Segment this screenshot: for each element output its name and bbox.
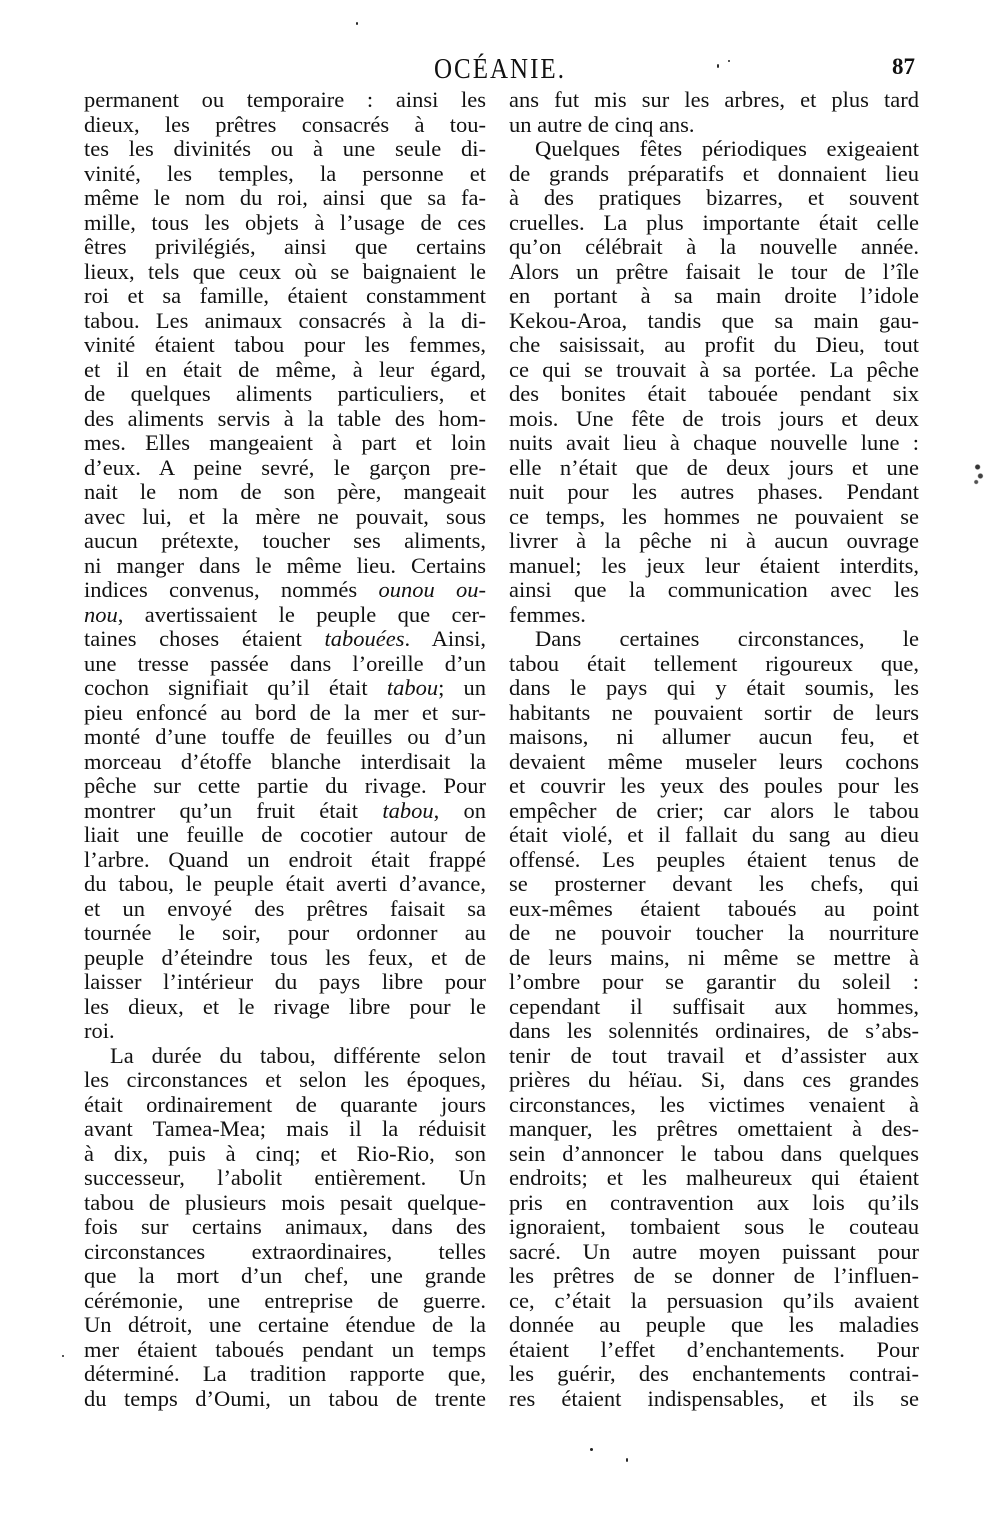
- line-text: avec lui, et la mère ne pouvait, sous: [84, 503, 486, 529]
- line-text: Quelques fêtes périodiques exigeaient: [535, 136, 919, 161]
- line-text: des aliments servis à la table des hom-: [84, 405, 486, 431]
- text-line: [509, 578, 919, 603]
- line-text: tabou. Les animaux consacrés à la di-: [84, 307, 486, 333]
- text-line: [84, 382, 486, 407]
- line-text: aucun prétexte, toucher ses aliments,: [84, 528, 486, 553]
- text-line: [84, 1191, 486, 1216]
- line-text: dans le pays qui y était soumis, les: [509, 675, 919, 700]
- text-line: [84, 603, 486, 628]
- line-text: nait le nom de son père, mangeait: [84, 479, 486, 504]
- line-text: de grands préparatifs et donnaient lieu: [509, 160, 919, 186]
- line-text: prières du héïau. Si, dans ces grandes: [509, 1067, 919, 1092]
- line-text: déterminé. La tradition rapporte que,: [84, 1361, 486, 1386]
- text-line: [509, 333, 919, 358]
- text-line: [84, 1093, 486, 1118]
- line-text: même le nom du roi, ainsi que sa fa-: [84, 185, 486, 210]
- scan-speck: [728, 60, 730, 62]
- line-text: sein d’annoncer le tabou dans quelques: [509, 1140, 919, 1166]
- text-line: [84, 88, 486, 113]
- line-text: tes les divinités ou à une seule di-: [84, 136, 486, 161]
- line-text: habitants ne pouvaient sortir de leurs: [509, 699, 919, 725]
- text-line: [84, 113, 486, 138]
- line-text: Alors un prêtre faisait le tour de l’île: [509, 258, 919, 284]
- text-line: [84, 137, 486, 162]
- text-line: [509, 652, 919, 677]
- line-text: Un détroit, une certaine étendue de la: [84, 1312, 486, 1337]
- text-line: [509, 1289, 919, 1314]
- text-line: [84, 872, 486, 897]
- line-text: nuit pour les autres phases. Pendant: [509, 479, 919, 504]
- line-text: du temps d’Oumi, un tabou de trente: [84, 1385, 486, 1411]
- line-text: liait une feuille de cocotier autour de: [84, 822, 486, 847]
- line-text: donnée au peuple que les maladies: [509, 1312, 919, 1337]
- line-text: cochon signifiait qu’il était: [84, 675, 387, 700]
- text-line: [509, 1240, 919, 1265]
- line-text: ni manger dans le même lieu. Certains: [84, 552, 486, 578]
- text-line: [509, 186, 919, 211]
- line-text: endroits; et les malheureux qui étaient: [509, 1165, 919, 1190]
- text-line: [509, 725, 919, 750]
- line-text: res étaient indispensables, et ils se: [509, 1385, 919, 1411]
- text-line: [509, 162, 919, 187]
- line-text: manuel; les jeux leur étaient interdits,: [509, 552, 919, 578]
- line-text: nuits avait lieu à chaque nouvelle lune :: [509, 430, 919, 455]
- text-line: [509, 1362, 919, 1387]
- text-line: [509, 603, 919, 628]
- italic-term: tabouées: [324, 626, 405, 651]
- line-text: mille, tous les objets à l’usage de ces: [84, 209, 486, 235]
- text-line: [84, 480, 486, 505]
- text-line: [84, 1068, 486, 1093]
- line-text: et il en était de même, à leur égard,: [84, 356, 486, 382]
- text-line: [509, 848, 919, 873]
- text-line: [84, 970, 486, 995]
- line-text: Kekou-Aroa, tandis que sa main gau-: [509, 307, 919, 333]
- text-line: [84, 1166, 486, 1191]
- line-text: cérémonie, une entreprise de guerre.: [84, 1287, 486, 1313]
- text-line: [509, 1191, 919, 1216]
- text-line: [509, 1068, 919, 1093]
- text-line: [84, 1362, 486, 1387]
- line-text: étaient l’effet d’enchantements. Pour: [509, 1336, 919, 1362]
- line-text: les guérir, des enchantements contrai-: [509, 1361, 919, 1386]
- text-line: [509, 799, 919, 824]
- line-text: montrer qu’un fruit était: [84, 797, 383, 823]
- line-text: à dix, puis à cinq; et Rio-Rio, son: [84, 1140, 486, 1166]
- text-line: [509, 946, 919, 971]
- line-text: d’eux. A peine sevré, le garçon pre-: [84, 454, 486, 480]
- line-text: tabou était tellement rigoureux que,: [509, 650, 919, 676]
- line-text: tournée le soir, pour ordonner au: [84, 920, 486, 945]
- text-line: [84, 1240, 486, 1265]
- line-text: que la mort d’un chef, une grande: [84, 1263, 486, 1288]
- text-line: [84, 1117, 486, 1142]
- text-line: [509, 676, 919, 701]
- line-text: l’ombre pour se garantir du soleil :: [509, 969, 919, 994]
- text-line: [509, 529, 919, 554]
- text-line: [84, 358, 486, 383]
- line-text: pêche sur cette partie du rivage. Pour: [84, 773, 486, 798]
- line-text: était ordinairement de quarante jours: [84, 1091, 486, 1117]
- text-line: [509, 970, 919, 995]
- text-line: [84, 309, 486, 334]
- text-line: [509, 88, 919, 113]
- text-line: [509, 1215, 919, 1240]
- line-text: ans fut mis sur les arbres, et plus tard: [509, 87, 919, 112]
- text-line: [509, 1166, 919, 1191]
- line-text: ce qui se trouvait à sa portée. La pêche: [509, 356, 919, 382]
- line-text: vinité, les temples, la personne et: [84, 160, 486, 186]
- line-text: devaient même museler leurs cochons: [509, 748, 919, 774]
- text-line: [509, 407, 919, 432]
- line-text: pris en contravention aux lois qu’ils: [509, 1189, 919, 1215]
- line-text: lieux, tels que ceux où se baignaient le: [84, 258, 486, 284]
- line-text-tail: . Ainsi,: [404, 626, 486, 651]
- text-line: [509, 284, 919, 309]
- line-text: maisons, ni allumer aucun feu, et: [509, 724, 919, 749]
- text-line: [84, 1264, 486, 1289]
- line-text: ce, c’était la persuasion qu’ils avaient: [509, 1287, 919, 1313]
- line-text: mes. Elles mangeaient à part et loin: [84, 430, 486, 455]
- text-line: [84, 235, 486, 260]
- text-line: [509, 309, 919, 334]
- italic-term: ounou ou-: [378, 577, 486, 602]
- line-text: et un envoyé des prêtres faisait sa: [84, 895, 486, 921]
- text-line: [509, 1019, 919, 1044]
- line-text: les prêtres de se donner de l’influen-: [509, 1263, 919, 1288]
- text-line: [509, 897, 919, 922]
- scan-speck: [356, 22, 358, 25]
- line-text: permanent ou temporaire : ainsi les: [84, 87, 486, 112]
- text-line: [84, 407, 486, 432]
- text-line: [509, 1387, 919, 1412]
- line-text: cruelles. La plus importante était celle: [509, 209, 919, 235]
- scan-speck: [626, 1458, 628, 1462]
- text-column-right: [509, 88, 919, 1411]
- scan-speck: [62, 1355, 64, 1357]
- text-line: [509, 1142, 919, 1167]
- italic-term: nou: [84, 601, 118, 627]
- page-number: 87: [892, 54, 915, 79]
- text-line: [84, 823, 486, 848]
- text-line: [509, 480, 919, 505]
- text-line: [84, 848, 486, 873]
- line-text: morceau d’étoffe blanche interdisait la: [84, 748, 486, 774]
- line-text: les dieux, et le rivage libre pour le: [84, 993, 486, 1019]
- text-line: [509, 260, 919, 285]
- line-text: Dans certaines circonstances, le: [535, 626, 919, 651]
- text-line: [84, 799, 486, 824]
- text-line: [509, 113, 919, 138]
- line-text: circonstances extraordinaires, telles: [84, 1238, 486, 1264]
- line-text: cependant il suffisait aux hommes,: [509, 993, 919, 1019]
- line-text: dieux, les prêtres consacrés à tou-: [84, 111, 486, 137]
- scan-speck: [590, 1448, 593, 1451]
- text-line: [84, 1313, 486, 1338]
- text-line: [509, 921, 919, 946]
- text-line: [509, 554, 919, 579]
- margin-ink-blot: [972, 458, 986, 488]
- line-text: peuple d’éteindre tous les feux, et de: [84, 944, 486, 970]
- line-text-tail: , on: [433, 797, 487, 823]
- line-text: une tresse passée dans l’oreille d’un: [84, 650, 486, 676]
- line-text: ignoraient, tombaient sous le couteau: [509, 1214, 919, 1239]
- line-text: et couvrir les yeux des poules pour les: [509, 773, 919, 798]
- text-line: [509, 382, 919, 407]
- line-text: eux-mêmes étaient taboués au point: [509, 895, 919, 921]
- text-line: [509, 1338, 919, 1363]
- text-line: [84, 505, 486, 530]
- text-line: [84, 578, 486, 603]
- text-line: [84, 701, 486, 726]
- line-text: à des pratiques bizarres, et souvent: [509, 185, 919, 210]
- line-text: successeur, l’abolit entièrement. Un: [84, 1165, 486, 1190]
- line-text: les circonstances et selon les époques,: [84, 1067, 486, 1092]
- line-text: était violé, et il fallait du sang au dieu: [509, 822, 919, 847]
- text-line: [509, 1044, 919, 1069]
- text-line: [84, 284, 486, 309]
- line-text: du tabou, le peuple était averti d’avance,: [84, 871, 486, 896]
- text-line: [84, 946, 486, 971]
- text-line: [84, 676, 486, 701]
- text-line: [509, 137, 919, 162]
- text-line: [84, 162, 486, 187]
- text-line: [509, 505, 919, 530]
- text-line: [509, 872, 919, 897]
- text-line: [509, 750, 919, 775]
- text-line: [509, 1093, 919, 1118]
- line-text: de ne pouvoir toucher la nourriture: [509, 920, 919, 945]
- text-line: [84, 1387, 486, 1412]
- text-line: [509, 456, 919, 481]
- text-line: [84, 333, 486, 358]
- line-text: roi et sa famille, étaient constamment: [84, 283, 486, 308]
- text-line: [84, 1215, 486, 1240]
- line-text: en portant à sa main droite l’idole: [509, 283, 919, 308]
- text-line: [84, 456, 486, 481]
- line-text: livrer à la pêche ni à aucun ouvrage: [509, 528, 919, 553]
- line-text: offensé. Les peuples étaient tenus de: [509, 846, 919, 872]
- line-text: tabou de plusieurs mois pesait quelque-: [84, 1189, 486, 1215]
- text-line: [84, 774, 486, 799]
- line-text: , avertissaient le peuple que cer-: [117, 601, 486, 627]
- text-line: [509, 431, 919, 456]
- text-line: [509, 1264, 919, 1289]
- line-text: fois sur certains animaux, dans des: [84, 1214, 486, 1239]
- text-line: [84, 529, 486, 554]
- text-line: [84, 627, 486, 652]
- line-text: mer étaient taboués pendant un temps: [84, 1336, 486, 1362]
- line-text: indices convenus, nommés: [84, 577, 379, 602]
- line-text: La durée du tabou, différente selon: [110, 1042, 486, 1068]
- text-line: [84, 554, 486, 579]
- line-text: ce temps, les hommes ne pouvaient se: [509, 503, 919, 529]
- text-line: [509, 774, 919, 799]
- text-line: [84, 1044, 486, 1069]
- text-line: [509, 1313, 919, 1338]
- line-text: un autre de cinq ans.: [509, 111, 695, 137]
- text-line: [509, 995, 919, 1020]
- line-text: femmes.: [509, 601, 586, 627]
- line-text: sacré. Un autre moyen puissant pour: [509, 1238, 919, 1264]
- text-line: [509, 1117, 919, 1142]
- line-text: mois. Une fête de trois jours et deux: [509, 405, 919, 431]
- line-text: manquer, les prêtres omettaient à des-: [509, 1116, 919, 1141]
- text-line: [84, 260, 486, 285]
- text-line: [509, 627, 919, 652]
- italic-term: tabou: [386, 675, 439, 700]
- line-text: roi.: [84, 1018, 115, 1043]
- line-text: monté d’une touffe de feuilles ou d’un: [84, 724, 486, 749]
- text-line: [84, 725, 486, 750]
- line-text: laisser l’intérieur du pays libre pour: [84, 969, 486, 994]
- line-text: circonstances, les victimes venaient à: [509, 1091, 919, 1117]
- line-text: dans les solennités ordinaires, de s’abs-: [509, 1018, 919, 1043]
- line-text: qu’on célébrait à la nouvelle année.: [509, 234, 919, 259]
- line-text: avant Tamea-Mea; mais il la réduisit: [84, 1116, 486, 1141]
- line-text: taines choses étaient: [84, 626, 325, 651]
- text-line: [509, 211, 919, 236]
- scan-speck: [717, 64, 719, 68]
- text-line: [84, 1142, 486, 1167]
- text-line: [84, 897, 486, 922]
- text-line: [509, 358, 919, 383]
- text-column-left: [84, 88, 486, 1411]
- text-line: [84, 211, 486, 236]
- italic-term: tabou: [382, 797, 434, 823]
- text-line: [84, 1338, 486, 1363]
- text-line: [84, 1019, 486, 1044]
- line-text: des bonites était tabouée pendant six: [509, 381, 919, 406]
- line-text: tenir de tout travail et d’assister aux: [509, 1042, 919, 1068]
- text-line: [509, 235, 919, 260]
- text-line: [84, 750, 486, 775]
- line-text: vinité étaient tabou pour les femmes,: [84, 332, 486, 357]
- line-text: êtres privilégiés, ainsi que certains: [84, 234, 486, 259]
- text-line: [509, 823, 919, 848]
- line-text: se prosterner devant les chefs, qui: [509, 871, 919, 896]
- line-text: pieu enfoncé au bord de la mer et sur-: [84, 699, 486, 725]
- text-line: [84, 995, 486, 1020]
- line-text-tail: ; un: [438, 675, 486, 700]
- line-text: ainsi que la communication avec les: [509, 577, 919, 602]
- line-text: empêcher de crier; car alors le tabou: [509, 797, 919, 823]
- text-line: [84, 921, 486, 946]
- line-text: elle n’était que de deux jours et une: [509, 454, 919, 480]
- line-text: de leurs mains, ni même se mettre à: [509, 944, 919, 970]
- line-text: de quelques aliments particuliers, et: [84, 381, 486, 406]
- text-line: [84, 431, 486, 456]
- text-line: [84, 186, 486, 211]
- text-line: [84, 1289, 486, 1314]
- running-title: OCÉANIE.: [434, 54, 566, 86]
- text-line: [509, 701, 919, 726]
- line-text: l’arbre. Quand un endroit était frappé: [84, 846, 486, 872]
- text-line: [84, 652, 486, 677]
- line-text: che saisissait, au profit du Dieu, tout: [509, 332, 919, 357]
